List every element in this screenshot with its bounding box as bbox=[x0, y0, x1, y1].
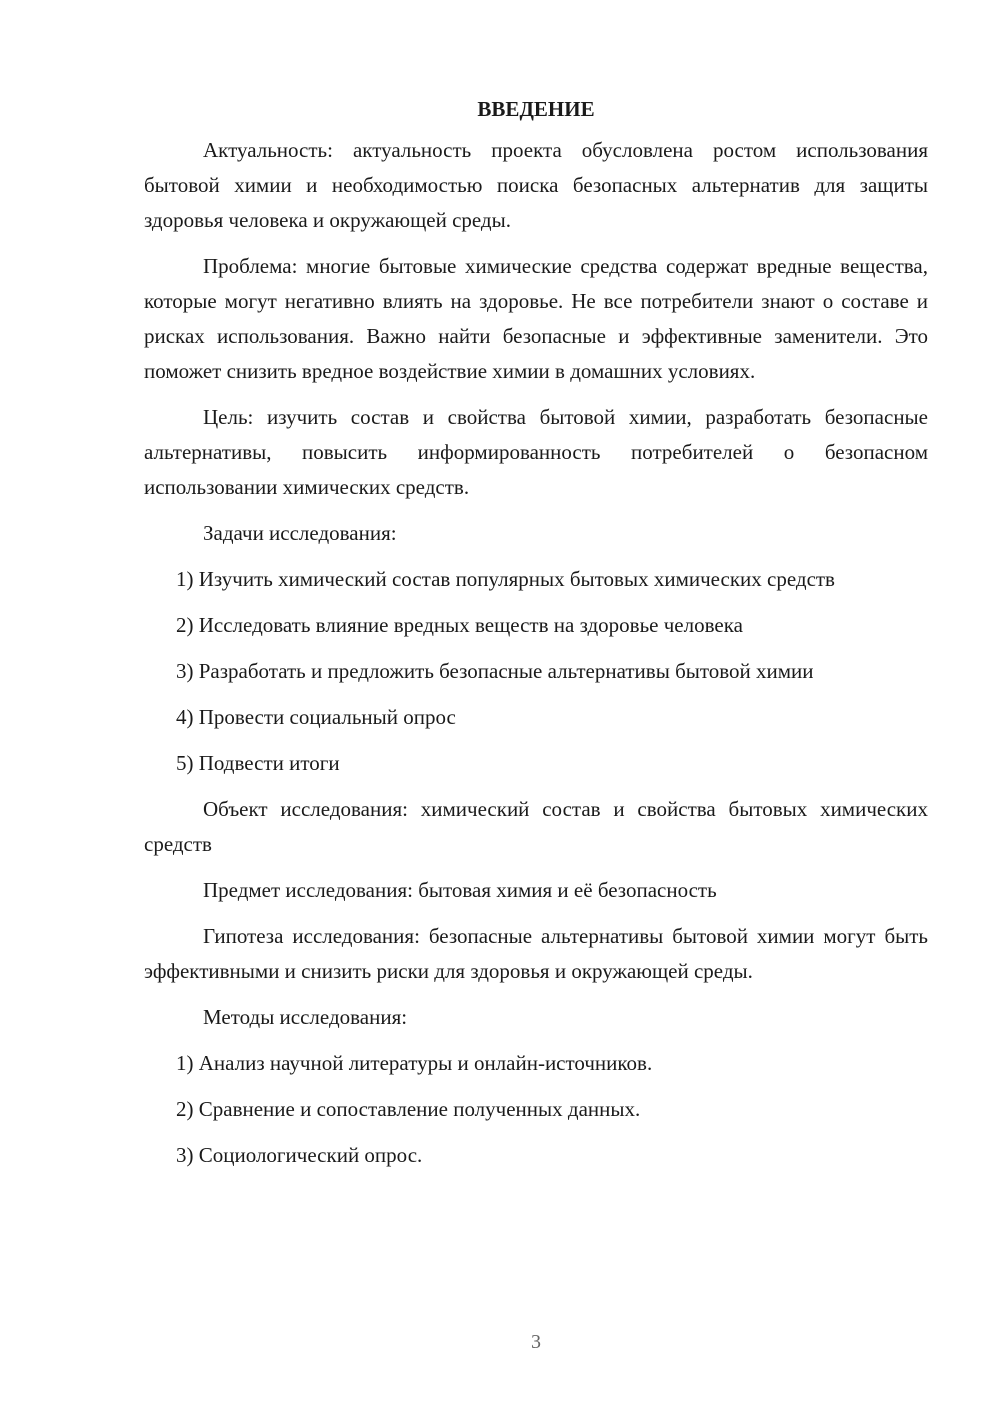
goal-paragraph: Цель: изучить состав и свойства бытовой химии, разработать безопасные альтернативы, повысить информированность потребителей о безопасном использовании химических средств. bbox=[144, 405, 928, 499]
hypothesis-paragraph: Гипотеза исследования: безопасные альтернативы бытовой химии могут быть эффективными и снизить риски для здоровья и окружающей среды. bbox=[144, 924, 928, 983]
method-item: 2) Сравнение и сопоставление полученных данных. bbox=[176, 1097, 641, 1121]
relevance-paragraph: Актуальность: актуальность проекта обусловлена ростом использования бытовой химии и необходимостью поиска безопасных альтернатив для защиты здоровья человека и окружающей среды. bbox=[144, 138, 928, 232]
methods-heading: Методы исследования: bbox=[203, 1005, 408, 1029]
document-page bbox=[144, 92, 928, 1184]
method-item: 1) Анализ научной литературы и онлайн-источников. bbox=[176, 1051, 653, 1075]
method-item: 3) Социологический опрос. bbox=[176, 1143, 423, 1167]
tasks-heading: Задачи исследования: bbox=[203, 521, 397, 545]
task-item: 5) Подвести итоги bbox=[176, 751, 340, 775]
task-item: 1) Изучить химический состав популярных бытовых химических средств bbox=[176, 567, 835, 591]
task-item: 3) Разработать и предложить безопасные альтернативы бытовой химии bbox=[176, 659, 814, 683]
problem-paragraph: Проблема: многие бытовые химические средства содержат вредные вещества, которые могут негативно влиять на здоровье. Не все потребители знают о составе и рисках использования. Важно найти безопасные и эффективные заменители. Это поможет снизить вредное воздействие химии в домашних условиях. bbox=[144, 254, 928, 383]
task-item: 2) Исследовать влияние вредных веществ на здоровье человека bbox=[176, 613, 743, 637]
page-number: 3 bbox=[531, 1331, 541, 1353]
section-title: ВВЕДЕНИЕ bbox=[477, 97, 595, 121]
object-paragraph: Объект исследования: химический состав и свойства бытовых химических средств bbox=[144, 797, 928, 856]
task-item: 4) Провести социальный опрос bbox=[176, 705, 456, 729]
subject-paragraph: Предмет исследования: бытовая химия и её безопасность bbox=[203, 878, 717, 902]
